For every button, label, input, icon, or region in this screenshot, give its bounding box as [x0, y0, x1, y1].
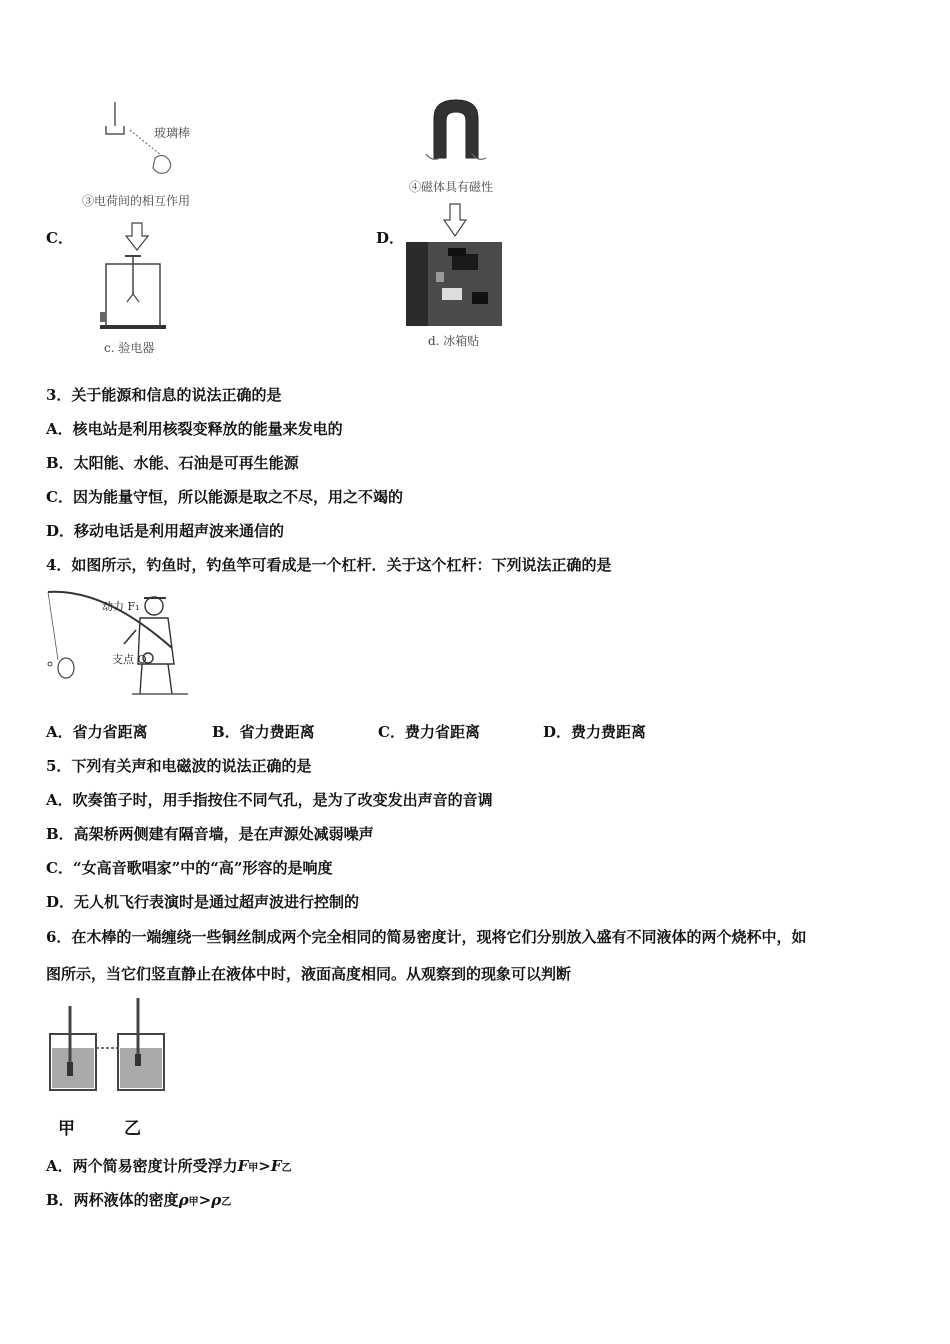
q4-option-b: B．省力费距离 [212, 723, 315, 741]
q5-option-a: A．吹奏笛子时，用手指按住不同气孔，是为了改变发出声音的音调 [46, 791, 493, 809]
q6-option-b-gt: >ρ [198, 1191, 222, 1209]
q6-option-b-sub1: 甲 [188, 1197, 199, 1208]
q4-option-c: C．费力省距离 [378, 723, 480, 741]
q6-option-a-sub2: 乙 [281, 1163, 292, 1174]
q6-option-a-text: A．两个简易密度计所受浮力 [46, 1157, 238, 1175]
q6-option-b-rho1: ρ [178, 1191, 189, 1209]
q4-option-d: D．费力费距离 [543, 723, 647, 741]
q5-stem: 5．下列有关声和电磁波的说法正确的是 [46, 757, 312, 775]
q3-option-c: C．因为能量守恒，所以能源是取之不尽，用之不竭的 [46, 488, 403, 506]
q6-option-a-f1: F [237, 1157, 249, 1175]
q6-fig-label-right: 乙 [124, 1119, 141, 1139]
q3-option-d: D．移动电话是利用超声波来通信的 [46, 522, 285, 540]
q4-stem: 4．如图所示，钓鱼时，钓鱼竿可看成是一个杠杆．关于这个杠杆：下列说法正确的是 [46, 556, 612, 574]
fig-d-top-caption: ④磁体具有磁性 [409, 180, 494, 194]
fig-c-bottom-caption: c. 验电器 [104, 341, 155, 355]
figure-q6-hydrometers [44, 998, 174, 1098]
q6-option-b-text: B．两杯液体的密度 [46, 1191, 179, 1209]
q2-option-d-label: D． [376, 229, 405, 247]
q3-option-b: B．太阳能、水能、石油是可再生能源 [46, 454, 299, 472]
q6-stem-line1: 6．在木棒的一端缠绕一些铜丝制成两个完全相同的简易密度计，现将它们分别放入盛有不同液体的两个烧杯中，如 [46, 928, 807, 946]
q5-option-c: C．“女高音歌唱家”中的“高”形容的是响度 [46, 859, 333, 877]
figure-d-magnet [400, 96, 520, 358]
q6-option-b-sub2: 乙 [221, 1197, 232, 1208]
q2-option-c-label: C． [46, 229, 73, 247]
q4-option-a: A．省力省距离 [46, 723, 148, 741]
fig-d-bottom-caption: d. 冰箱贴 [428, 334, 480, 348]
fig-c-rod-label: 玻璃棒 [154, 126, 191, 140]
q6-option-a [46, 1156, 292, 1179]
q3-option-a: A．核电站是利用核裂变释放的能量来发电的 [46, 420, 343, 438]
q3-stem: 3．关于能源和信息的说法正确的是 [46, 386, 282, 404]
q5-option-d: D．无人机飞行表演时是通过超声波进行控制的 [46, 893, 360, 911]
q4-fig-pivot-label: 支点 O [112, 653, 147, 666]
fig-c-top-caption: ③电荷间的相互作用 [82, 194, 191, 208]
q6-stem-line2: 图所示，当它们竖直静止在液体中时，液面高度相同。从观察到的现象可以判断 [46, 965, 572, 983]
q6-option-a-gt: >F [258, 1157, 282, 1175]
q5-option-b: B．高架桥两侧建有隔音墙，是在声源处减弱噪声 [46, 825, 374, 843]
q4-fig-force-label: 动力 F₁ [102, 600, 140, 613]
q6-fig-label-left: 甲 [58, 1119, 75, 1139]
q6-option-a-sub1: 甲 [248, 1163, 259, 1174]
q6-option-b [46, 1190, 231, 1213]
